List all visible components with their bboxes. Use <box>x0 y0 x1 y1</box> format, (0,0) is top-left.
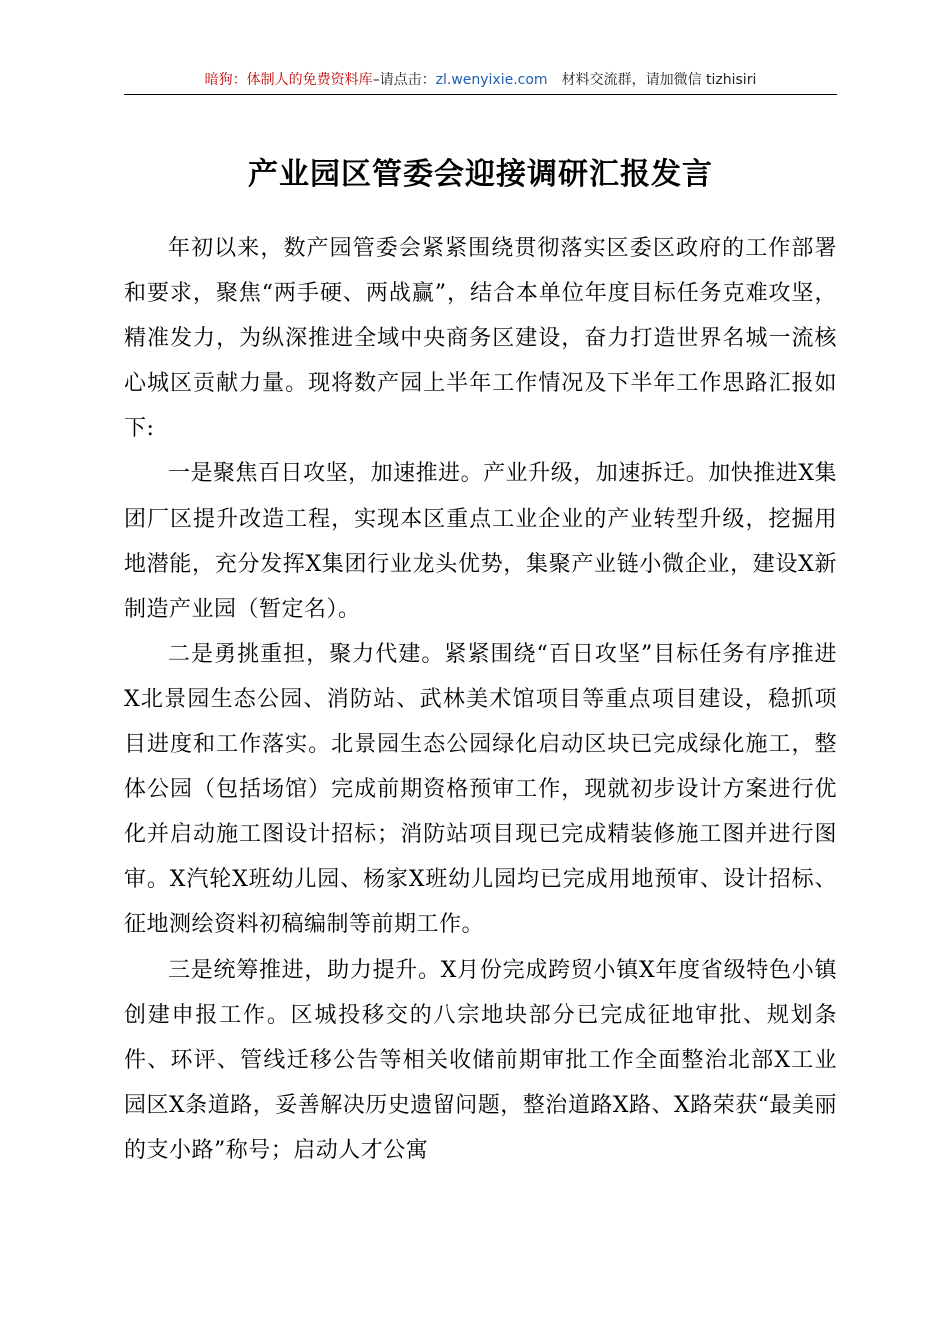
header-divider <box>124 94 837 95</box>
website-link[interactable]: zl.wenyixie.com <box>435 72 548 88</box>
document-header <box>124 66 837 94</box>
click-prompt: –请点击： <box>372 72 436 88</box>
document-body <box>124 226 837 1173</box>
document-title: 产业园区管委会迎接调研汇报发言 <box>248 157 713 192</box>
paragraph-intro: 年初以来，数产园管委会紧紧围绕贯彻落实区委区政府的工作部署和要求，聚焦“两手硬、两战赢”，结合本单位年度目标任务克难攻坚，精准发力，为纵深推进全域中央商务区建设，奋力打造世界名城一流核心城区贡献力量。现将数产园上半年工作情况及下半年工作思路汇报如下: <box>124 236 837 442</box>
paragraph-section-1: 一是聚焦百日攻坚，加速推进。产业升级，加速拆迁。加快推进X集团厂区提升改造工程，实现本区重点工业企业的产业转型升级，挖掘用地潜能，充分发挥X集团行业龙头优势，集聚产业链小微企业，建设X新制造产业园（暂定名）。 <box>124 461 837 622</box>
paragraph-section-3: 三是统筹推进，助力提升。X月份完成跨贸小镇X年度省级特色小镇创建申报工作。区城投移交的八宗地块部分已完成征地审批、规划条件、环评、管线迁移公告等相关收储前期审批工作全面整治北部X工业园区X条道路，妥善解决历史遗留问题，整治道路X路、X路荣获“最美丽的支小路”称号；启动人才公寓 <box>124 957 837 1163</box>
contact-text: 材料交流群，请加微信 tizhisiri <box>561 72 757 88</box>
paragraph-section-2: 二是勇挑重担，聚力代建。紧紧围绕“百日攻坚”目标任务有序推进X北景园生态公园、消防站、武林美术馆项目等重点项目建设，稳抓项目进度和工作落实。北景园生态公园绿化启动区块已完成绿化施工，整体公园（包括场馆）完成前期资格预审工作，现就初步设计方案进行优化并启动施工图设计招标；消防站项目现已完成精装修施工图并进行图审。X汽轮X班幼儿园、杨家X班幼儿园均已完成用地预审、设计招标、征地测绘资料初稿编制等前期工作。 <box>124 641 837 938</box>
brand-text: 暗狗：体制人的免费资料库 <box>204 72 373 88</box>
